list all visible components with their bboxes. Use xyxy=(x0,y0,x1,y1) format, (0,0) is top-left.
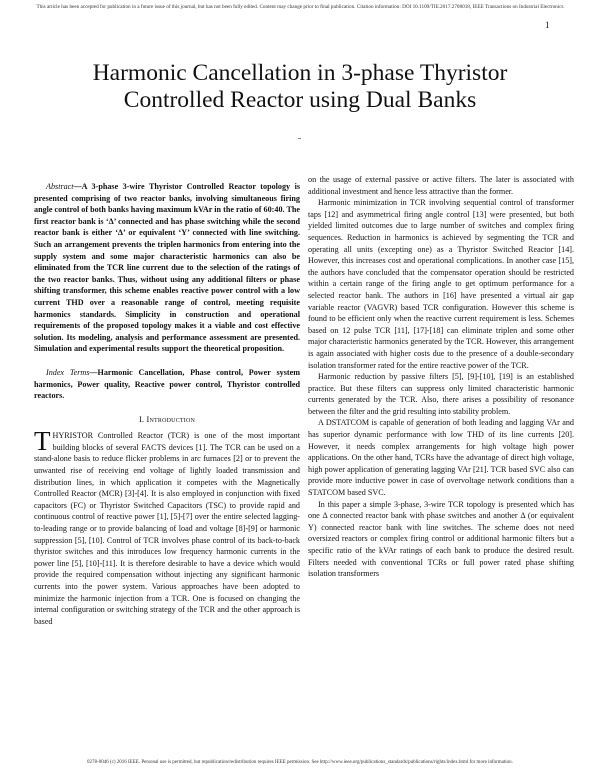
paper-title xyxy=(40,60,560,114)
abstract-text: A 3-phase 3-wire Thyristor Controlled Reactor topology is presented comprising of two reactor banks, involving simultaneous firing angle control of both banks having maximum kVAr in the ratio of 60:40. The first reactor bank is ‘Δ’ connected and has phase switching while the second reactor bank is either ‘Δ’ or equivalent ‘Y’ connected with line switching. Such an arrangement prevents the triplen harmonics from entering into the supply system and some major characteristic harmonics can also be eliminated from the TCR line current due to the selection of the ratings of the two reactor banks. Thus, without using any additional filters or phase shifting transformer, this scheme enables reactive power control with a low current THD over a reasonable range of control, meeting requisite harmonics standards. Simplicity in construction and operational requirements of the proposed topology makes it a viable and cost effective solution. Its modeling, analysis and performance assessment are presented. Simulation and experimental results support the theoretical proposition. xyxy=(34,182,300,354)
section-number: I. xyxy=(138,414,145,424)
intro-paragraph-4: A DSTATCOM is capable of generation of both leading and lagging VAr and has superior dynamic performance with low THD of its line currents [20]. However, it needs complex arrangements for high voltage high power applications. On the other hand, TCRs have the advantage of direct high voltage, high power application of generating lagging VAr [21]. TCR based SVC also can provide more inductive power in case of overvoltage network conditions than a STATCOM based SVC. xyxy=(308,418,574,498)
page-number: 1 xyxy=(545,20,550,30)
index-terms xyxy=(34,367,300,402)
abstract-dash: — xyxy=(73,182,82,191)
copyright-footer: 0278-0046 (c) 2016 IEEE. Personal use is permitted, but republication/redistribution requires IEEE permission. See http://www.ieee.org/publications_standards/publications/rights/index.html for more information. xyxy=(87,760,513,765)
title-line-1: Harmonic Cancellation in 3-phase Thyristor xyxy=(92,60,508,86)
right-column xyxy=(308,174,574,580)
abstract-label: Abstract xyxy=(46,182,74,191)
index-terms-label: Index Terms xyxy=(46,367,90,377)
intro-paragraph-1-text: HYRISTOR Controlled Reactor (TCR) is one of the most important building blocks of several FACTS devices [1]. The TCR can be used on a stand-alone basis to reduce flicker problems in arc furnaces [2] or to prevent the unwanted rise of receiving end voltage of lightly loaded transmission and distribution lines, in which application it competes with the Magnetically Controlled Reactor (MCR) [3]-[4]. It is also employed in conjunction with fixed capacitors (FC) or Thyristor Switched Capacitors (TSC) to provide rapid and continuous control of reactive power [1], [5]-[7] over the entire selected lagging-to-leading range or to provide balancing of load and voltage [8]-[9] or harmonic suppression [5], [10]. Control of TCR involves phase control of its back-to-back thyristor switches and this introduces low frequency harmonic currents in the power line [5], [10]-[11]. It is therefore desirable to have a device which would provide the required compensation without injecting any significant harmonic currents into the power system. Various approaches have been adopted to minimize the harmonic injection from a TCR. One is focused on changing the internal configuration or switching strategy of the TCR and the other approach is based xyxy=(34,431,300,626)
intro-paragraph-1 xyxy=(34,426,300,627)
index-terms-dash: — xyxy=(89,367,98,377)
left-column xyxy=(34,181,300,627)
section-title: Introduction xyxy=(146,414,196,424)
index-terms-text: Harmonic Cancellation, Phase control, Power system harmonics, Power quality, Reactive power control, Thyristor controlled reactors. xyxy=(34,367,300,401)
author-placeholder-mark xyxy=(298,138,301,139)
intro-paragraph-3: Harmonic reduction by passive filters [5], [9]-[10], [19] is an established practice. But these filters can suppress only limited characteristic harmonic currents generated by the TCR. Also, there arises a possibility of resonance between the filter and the grid resulting into stability problem. xyxy=(308,372,574,416)
publication-notice: This article has been accepted for publication in a future issue of this journal, but has not been fully edited. Content may change prior to final publication. Citation information: DOI 10.1109/TIE.2017.2708018, IEEE Transactions on Industrial Electronics xyxy=(36,4,564,10)
drop-cap: T xyxy=(34,426,51,457)
intro-paragraph-5: In this paper a simple 3-phase, 3-wire TCR topology is presented which has one Δ connected reactor bank with phase switches and another Δ (or equivalent Y) connected reactor bank with line switches. The scheme does not need oversized reactors or complex firing control or additional harmonic filters but a specific ratio of the kVAr ratings of each bank to produce the desired result. Filters needed with conventional TCRs or full power rated phase shifting isolation transformers xyxy=(308,499,574,579)
intro-paragraph-continued: on the usage of external passive or active filters. The later is associated with additional investment and hence less attractive than the former. xyxy=(308,175,574,196)
abstract xyxy=(34,181,300,355)
intro-paragraph-2: Harmonic minimization in TCR involving sequential control of transformer taps [12] and asymmetrical firing angle control [13] were presented, but both yielded limited outcomes due to large number of switches and complex firing sequences. Reduction in harmonics is achieved by segmenting the TCR and operating all units (excepting one) as a Thyristor Switched Reactor [14]. However, this increases cost and operational complications. In another case [15], the authors have concluded that the compensator operation should be restricted within a certain range of the firing angle to get optimum performance for a selected reactor bank. The authors in [16] have presented a virtual air gap variable reactor (VAGVR) based TCR configuration. However this scheme is found to be efficient only when the reactive current requirement is less. Schemes based on 12 pulse TCR [11], [17]-[18] can eliminate triplen and some other major characteristic harmonics generated by the TCR. However, this arrangement is again associated with higher costs due to the presence of a double-secondary isolation transformer rated for the entire reactive power of the TCR. xyxy=(308,198,574,370)
title-line-2: Controlled Reactor using Dual Banks xyxy=(123,87,477,113)
section-heading-introduction xyxy=(34,414,300,426)
